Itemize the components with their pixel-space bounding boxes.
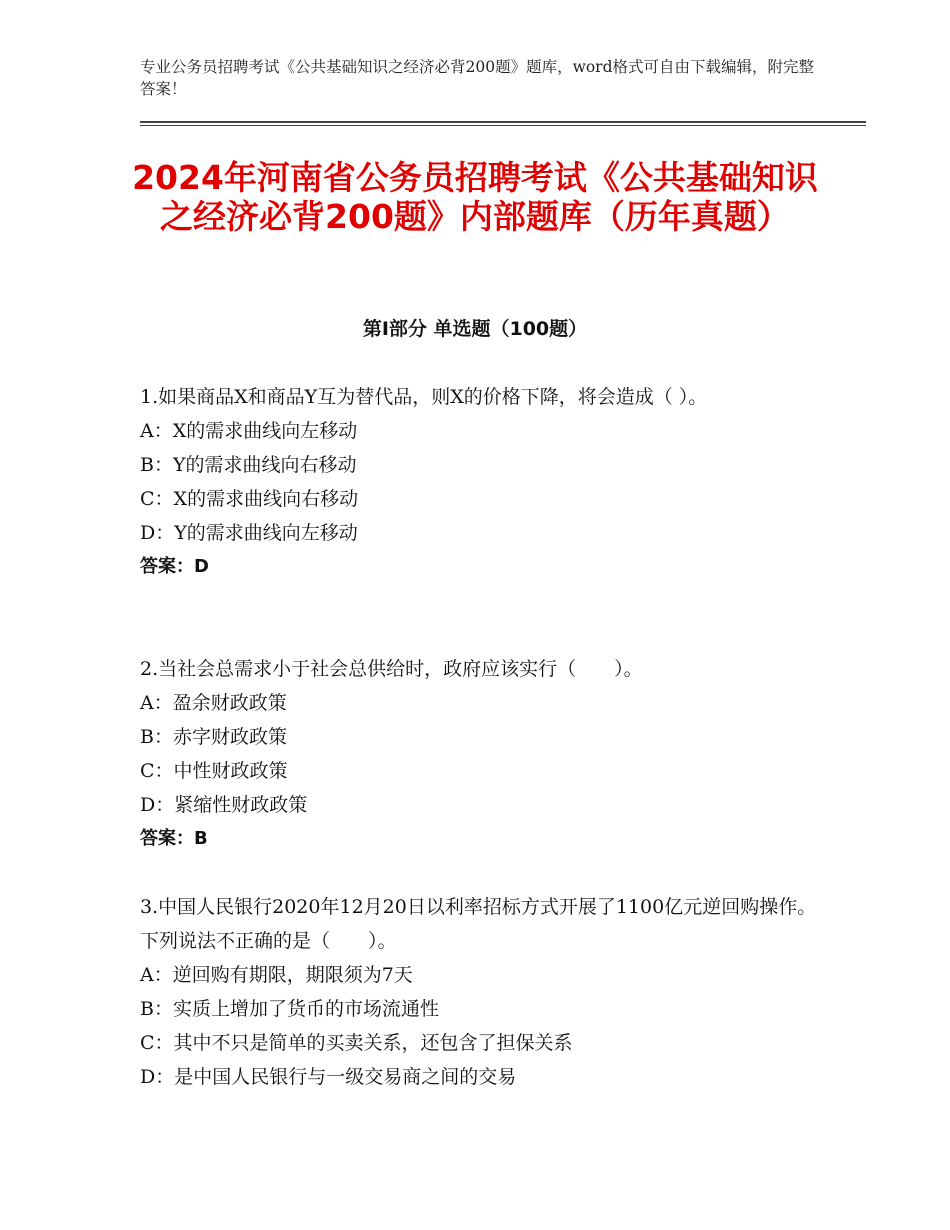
document-title: 2024年河南省公务员招聘考试《公共基础知识之经济必背200题》内部题库（历年真题） [132, 158, 818, 236]
question-stem: 2.当社会总需求小于社会总供给时，政府应该实行（ ）。 [140, 658, 643, 680]
question-stem: 3.中国人民银行2020年12月20日以利率招标方式开展了1100亿元逆回购操作。下列说法不正确的是（ ）。 [140, 896, 817, 952]
option-b: B：Y的需求曲线向右移动 [140, 454, 357, 476]
header-rule-thick [140, 121, 866, 123]
option-c: C：X的需求曲线向右移动 [140, 488, 359, 510]
answer: 答案：B [140, 828, 208, 849]
option-b: B：赤字财政政策 [140, 726, 287, 748]
header-rule-thin [140, 125, 866, 126]
option-d: D：是中国人民银行与一级交易商之间的交易 [140, 1066, 517, 1088]
option-a: A：逆回购有期限，期限须为7天 [140, 964, 413, 986]
option-b: B：实质上增加了货币的市场流通性 [140, 998, 439, 1020]
header-note: 专业公务员招聘考试《公共基础知识之经济必背200题》题库，word格式可自由下载编辑，附完整答案！ [140, 58, 815, 98]
option-c: C：中性财政政策 [140, 760, 288, 782]
question-2 [140, 652, 820, 856]
question-3 [140, 890, 820, 1094]
option-a: A：X的需求曲线向左移动 [140, 420, 358, 442]
section-title: 第Ⅰ部分 单选题（100题） [362, 318, 588, 340]
question-1 [140, 380, 820, 584]
option-d: D：Y的需求曲线向左移动 [140, 522, 358, 544]
option-d: D：紧缩性财政政策 [140, 794, 308, 816]
question-stem: 1.如果商品X和商品Y互为替代品，则X的价格下降，将会造成（ ）。 [140, 386, 708, 408]
option-c: C：其中不只是简单的买卖关系，还包含了担保关系 [140, 1032, 573, 1054]
option-a: A：盈余财政政策 [140, 692, 287, 714]
answer: 答案：D [140, 556, 209, 577]
